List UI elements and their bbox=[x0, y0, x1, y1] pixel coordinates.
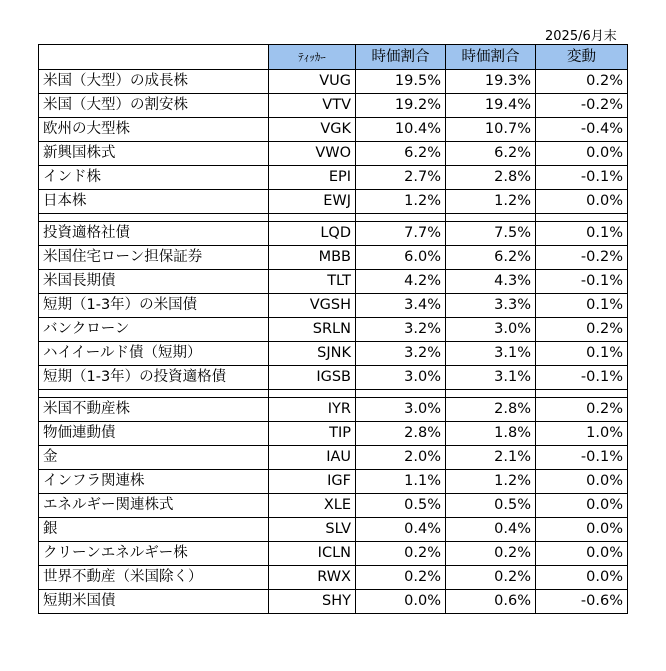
table-row bbox=[39, 190, 628, 214]
change-cell: 0.2% bbox=[536, 318, 628, 342]
asset-name-cell: 世界不動産（米国除く） bbox=[39, 566, 269, 590]
spacer-cell bbox=[446, 390, 536, 398]
table-row bbox=[39, 70, 628, 94]
table-row bbox=[39, 494, 628, 518]
spacer-cell bbox=[536, 214, 628, 222]
ticker-cell: SHY bbox=[269, 590, 356, 614]
share-a-cell: 3.0% bbox=[356, 398, 446, 422]
share-a-cell: 0.2% bbox=[356, 542, 446, 566]
share-a-cell: 0.0% bbox=[356, 590, 446, 614]
change-cell: 0.1% bbox=[536, 222, 628, 246]
share-b-cell: 3.1% bbox=[446, 342, 536, 366]
asset-name-cell: インド株 bbox=[39, 166, 269, 190]
share-a-cell: 1.2% bbox=[356, 190, 446, 214]
ticker-cell: IAU bbox=[269, 446, 356, 470]
change-cell: 0.2% bbox=[536, 70, 628, 94]
change-cell: -0.1% bbox=[536, 366, 628, 390]
ticker-cell: EWJ bbox=[269, 190, 356, 214]
spacer-cell bbox=[356, 214, 446, 222]
change-cell: 0.1% bbox=[536, 294, 628, 318]
header-ticker: ﾃｨｯｶｰ bbox=[269, 45, 356, 70]
table-row bbox=[39, 246, 628, 270]
share-a-cell: 3.4% bbox=[356, 294, 446, 318]
table-row bbox=[39, 446, 628, 470]
table-row bbox=[39, 222, 628, 246]
share-b-cell: 3.3% bbox=[446, 294, 536, 318]
table-row bbox=[39, 118, 628, 142]
ticker-cell: IYR bbox=[269, 398, 356, 422]
share-b-cell: 19.4% bbox=[446, 94, 536, 118]
change-cell: 0.0% bbox=[536, 542, 628, 566]
change-cell: 0.1% bbox=[536, 342, 628, 366]
share-b-cell: 1.2% bbox=[446, 190, 536, 214]
asset-name-cell: 欧州の大型株 bbox=[39, 118, 269, 142]
share-b-cell: 19.3% bbox=[446, 70, 536, 94]
group-spacer bbox=[39, 390, 628, 398]
asset-name-cell: クリーンエネルギー株 bbox=[39, 542, 269, 566]
share-b-cell: 2.8% bbox=[446, 398, 536, 422]
change-cell: -0.1% bbox=[536, 166, 628, 190]
share-b-cell: 6.2% bbox=[446, 246, 536, 270]
asset-name-cell: 短期（1-3年）の米国債 bbox=[39, 294, 269, 318]
ticker-cell: VUG bbox=[269, 70, 356, 94]
asset-name-cell: エネルギー関連株式 bbox=[39, 494, 269, 518]
ticker-cell: VGK bbox=[269, 118, 356, 142]
change-cell: 0.0% bbox=[536, 494, 628, 518]
spacer-cell bbox=[269, 214, 356, 222]
spacer-cell bbox=[446, 214, 536, 222]
share-a-cell: 19.2% bbox=[356, 94, 446, 118]
share-a-cell: 19.5% bbox=[356, 70, 446, 94]
ticker-cell: SLV bbox=[269, 518, 356, 542]
table-row bbox=[39, 470, 628, 494]
share-b-cell: 0.2% bbox=[446, 566, 536, 590]
change-cell: 0.0% bbox=[536, 566, 628, 590]
ticker-cell: SRLN bbox=[269, 318, 356, 342]
asset-name-cell: 物価連動債 bbox=[39, 422, 269, 446]
table-row bbox=[39, 142, 628, 166]
share-b-cell: 4.3% bbox=[446, 270, 536, 294]
table-row bbox=[39, 342, 628, 366]
ticker-cell: ICLN bbox=[269, 542, 356, 566]
ticker-cell: LQD bbox=[269, 222, 356, 246]
table-row bbox=[39, 366, 628, 390]
asset-name-cell: 米国住宅ローン担保証券 bbox=[39, 246, 269, 270]
date-label: 2025/6月末 bbox=[545, 29, 617, 44]
share-b-cell: 1.2% bbox=[446, 470, 536, 494]
share-a-cell: 7.7% bbox=[356, 222, 446, 246]
ticker-cell: RWX bbox=[269, 566, 356, 590]
change-cell: -0.4% bbox=[536, 118, 628, 142]
change-cell: 0.0% bbox=[536, 142, 628, 166]
share-a-cell: 1.1% bbox=[356, 470, 446, 494]
share-b-cell: 6.2% bbox=[446, 142, 536, 166]
asset-name-cell: 投資適格社債 bbox=[39, 222, 269, 246]
spacer-cell bbox=[356, 390, 446, 398]
change-cell: -0.2% bbox=[536, 246, 628, 270]
change-cell: 0.0% bbox=[536, 470, 628, 494]
header-share-a: 時価割合 bbox=[356, 45, 446, 70]
share-a-cell: 0.4% bbox=[356, 518, 446, 542]
ticker-cell: VGSH bbox=[269, 294, 356, 318]
share-b-cell: 2.1% bbox=[446, 446, 536, 470]
share-a-cell: 0.2% bbox=[356, 566, 446, 590]
table-row bbox=[39, 590, 628, 614]
change-cell: -0.1% bbox=[536, 446, 628, 470]
share-a-cell: 2.8% bbox=[356, 422, 446, 446]
share-a-cell: 0.5% bbox=[356, 494, 446, 518]
change-cell: -0.2% bbox=[536, 94, 628, 118]
spacer-cell bbox=[536, 390, 628, 398]
table-row bbox=[39, 94, 628, 118]
share-b-cell: 1.8% bbox=[446, 422, 536, 446]
share-a-cell: 2.7% bbox=[356, 166, 446, 190]
spacer-cell bbox=[39, 214, 269, 222]
header-row bbox=[39, 45, 628, 70]
share-a-cell: 3.2% bbox=[356, 342, 446, 366]
share-b-cell: 0.5% bbox=[446, 494, 536, 518]
share-b-cell: 0.6% bbox=[446, 590, 536, 614]
table-row bbox=[39, 542, 628, 566]
asset-name-cell: ハイイールド債（短期） bbox=[39, 342, 269, 366]
asset-name-cell: 米国不動産株 bbox=[39, 398, 269, 422]
share-b-cell: 10.7% bbox=[446, 118, 536, 142]
table-row bbox=[39, 422, 628, 446]
asset-name-cell: 銀 bbox=[39, 518, 269, 542]
share-b-cell: 3.1% bbox=[446, 366, 536, 390]
change-cell: 0.2% bbox=[536, 398, 628, 422]
table-row bbox=[39, 566, 628, 590]
asset-name-cell: インフラ関連株 bbox=[39, 470, 269, 494]
ticker-cell: MBB bbox=[269, 246, 356, 270]
header-name-cell bbox=[39, 45, 269, 70]
ticker-cell: VTV bbox=[269, 94, 356, 118]
share-a-cell: 10.4% bbox=[356, 118, 446, 142]
asset-name-cell: 短期米国債 bbox=[39, 590, 269, 614]
ticker-cell: IGF bbox=[269, 470, 356, 494]
ticker-cell: XLE bbox=[269, 494, 356, 518]
table-row bbox=[39, 294, 628, 318]
change-cell: 0.0% bbox=[536, 518, 628, 542]
holdings-table bbox=[38, 44, 628, 614]
table-row bbox=[39, 166, 628, 190]
table-header bbox=[39, 45, 628, 70]
change-cell: -0.6% bbox=[536, 590, 628, 614]
asset-name-cell: 米国（大型）の割安株 bbox=[39, 94, 269, 118]
group-spacer bbox=[39, 214, 628, 222]
asset-name-cell: 短期（1-3年）の投資適格債 bbox=[39, 366, 269, 390]
share-b-cell: 0.4% bbox=[446, 518, 536, 542]
asset-name-cell: 日本株 bbox=[39, 190, 269, 214]
ticker-cell: TLT bbox=[269, 270, 356, 294]
change-cell: -0.1% bbox=[536, 270, 628, 294]
share-b-cell: 2.8% bbox=[446, 166, 536, 190]
share-b-cell: 0.2% bbox=[446, 542, 536, 566]
ticker-cell: SJNK bbox=[269, 342, 356, 366]
ticker-cell: TIP bbox=[269, 422, 356, 446]
change-cell: 1.0% bbox=[536, 422, 628, 446]
asset-name-cell: 金 bbox=[39, 446, 269, 470]
share-b-cell: 3.0% bbox=[446, 318, 536, 342]
share-a-cell: 2.0% bbox=[356, 446, 446, 470]
spacer-cell bbox=[39, 390, 269, 398]
header-share-b: 時価割合 bbox=[446, 45, 536, 70]
change-cell: 0.0% bbox=[536, 190, 628, 214]
share-a-cell: 3.0% bbox=[356, 366, 446, 390]
ticker-cell: VWO bbox=[269, 142, 356, 166]
table-row bbox=[39, 398, 628, 422]
ticker-cell: EPI bbox=[269, 166, 356, 190]
share-a-cell: 3.2% bbox=[356, 318, 446, 342]
header-change: 変動 bbox=[536, 45, 628, 70]
asset-name-cell: 新興国株式 bbox=[39, 142, 269, 166]
table-row bbox=[39, 270, 628, 294]
asset-name-cell: 米国（大型）の成長株 bbox=[39, 70, 269, 94]
asset-name-cell: 米国長期債 bbox=[39, 270, 269, 294]
share-a-cell: 6.0% bbox=[356, 246, 446, 270]
table-body bbox=[39, 70, 628, 614]
table-row bbox=[39, 518, 628, 542]
asset-name-cell: バンクローン bbox=[39, 318, 269, 342]
share-a-cell: 6.2% bbox=[356, 142, 446, 166]
share-b-cell: 7.5% bbox=[446, 222, 536, 246]
share-a-cell: 4.2% bbox=[356, 270, 446, 294]
ticker-cell: IGSB bbox=[269, 366, 356, 390]
table-row bbox=[39, 318, 628, 342]
spacer-cell bbox=[269, 390, 356, 398]
